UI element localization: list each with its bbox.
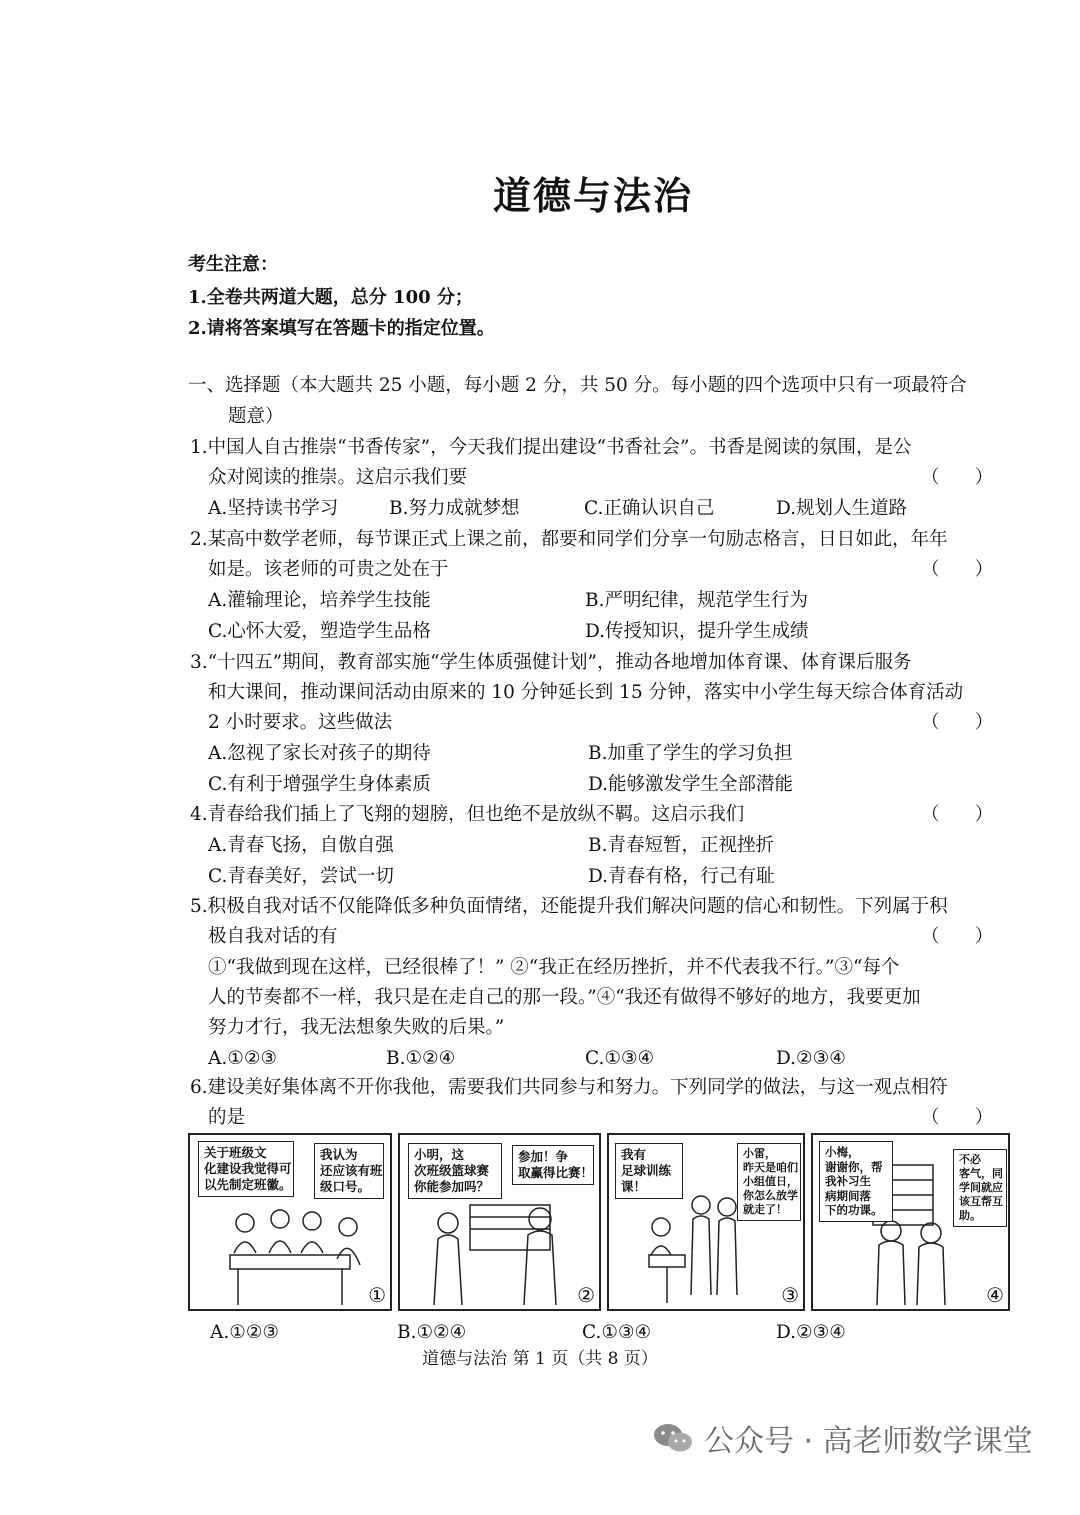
section-heading: 一、选择题（本大题共 25 小题，每小题 2 分，共 50 分。每小题的四个选项中只有一项最符合 — [188, 375, 967, 396]
q3-option-c: C.有利于增强学生身体素质 — [208, 774, 431, 795]
q1-option-d: D.规划人生道路 — [776, 498, 908, 519]
watermark-text: 公众号 · 高老师数学课堂 — [704, 1424, 1033, 1459]
q5-option-d: D.②③④ — [776, 1048, 846, 1069]
q6-answer-bracket: （ ） — [921, 1107, 994, 1128]
q5-answer-bracket: （ ） — [921, 926, 994, 947]
q3-line-3: 2 小时要求。这些做法 — [208, 712, 393, 733]
page-footer: 道德与法治 第 1 页（共 8 页） — [422, 1349, 658, 1369]
notice-item-1: 1.全卷共两道大题，总分 100 分； — [188, 287, 473, 308]
q1-line-2: 众对阅读的推崇。这启示我们要 — [208, 467, 468, 488]
q3-answer-bracket: （ ） — [921, 712, 994, 733]
notice-heading: 考生注意： — [188, 254, 278, 275]
q1-line-1: 1.中国人自古推崇“书香传家”，今天我们提出建设“书香社会”。书香是阅读的氛围，是公 — [190, 437, 912, 458]
wechat-icon — [652, 1421, 694, 1455]
comic-panel-1 — [188, 1133, 392, 1311]
q4-answer-bracket: （ ） — [921, 804, 994, 825]
panel-2-bubble-right: 参加！争 取赢得比赛！ — [512, 1145, 594, 1185]
q6-line-1: 6.建设美好集体离不开你我他，需要我们共同参与和努力。下列同学的做法，与这一观点相符 — [190, 1077, 948, 1098]
panel-4-bubble-left: 小梅， 谢谢你，帮 我补习生 病期间落 下的功课。 — [819, 1141, 893, 1222]
q4-option-c: C.青春美好，尝试一切 — [208, 866, 394, 887]
q2-option-d: D.传授知识，提升学生成绩 — [585, 621, 809, 642]
notice-item-2: 2.请将答案填写在答题卡的指定位置。 — [188, 318, 495, 339]
comic-panel-3 — [607, 1133, 805, 1311]
panel-1-bubble-left: 关于班级文 化建设我觉得可 以先制定班徽。 — [198, 1141, 294, 1197]
q4-line-1: 4.青春给我们插上了飞翔的翅膀，但也绝不是放纵不羁。这启示我们 — [190, 804, 745, 825]
q5-line-5: 努力才行，我无法想象失败的后果。” — [208, 1017, 505, 1038]
q5-option-b: B.①②④ — [386, 1048, 456, 1069]
q3-option-a: A.忽视了家长对孩子的期待 — [208, 743, 431, 764]
q4-option-b: B.青春短暂，正视挫折 — [588, 835, 774, 856]
watermark — [652, 1418, 1033, 1458]
q1-answer-bracket: （ ） — [921, 467, 994, 488]
comic-panel-2 — [398, 1133, 601, 1311]
comic-panels — [188, 1133, 1010, 1311]
q1-option-c: C.正确认识自己 — [584, 498, 715, 519]
q5-option-c: C.①③④ — [585, 1048, 655, 1069]
q5-option-a: A.①②③ — [208, 1048, 277, 1069]
q5-line-1: 5.积极自我对话不仅能降低多种负面情绪，还能提升我们解决问题的信心和韧性。下列属于积 — [190, 896, 948, 917]
panel-2-bubble-left: 小明，这 次班级篮球赛 你能参加吗？ — [408, 1143, 502, 1199]
panel-1-number: ① — [368, 1283, 386, 1307]
panel-3-number: ③ — [781, 1283, 799, 1307]
q6-option-c: C.①③④ — [582, 1322, 652, 1343]
panel-2-number: ② — [577, 1283, 595, 1307]
panel-4-number: ④ — [986, 1283, 1004, 1307]
comic-panel-4 — [811, 1133, 1010, 1311]
q2-option-b: B.严明纪律，规范学生行为 — [585, 590, 808, 611]
q3-line-2: 和大课间，推动课间活动由原来的 10 分钟延长到 15 分钟，落实中小学生每天综合体育活动 — [208, 682, 964, 703]
q2-line-2: 如是。该老师的可贵之处在于 — [208, 559, 449, 580]
q2-option-c: C.心怀大爱，塑造学生品格 — [208, 621, 431, 642]
q1-option-b: B.努力成就梦想 — [389, 498, 520, 519]
panel-1-bubble-right: 我认为 还应该有班 级口号。 — [314, 1143, 384, 1199]
q5-line-3: ①“我做到现在这样，已经很棒了！” ②“我正在经历挫折，并不代表我不行。”③“每个 — [208, 957, 900, 978]
q4-option-a: A.青春飞扬，自傲自强 — [208, 835, 394, 856]
q6-option-d: D.②③④ — [776, 1322, 846, 1343]
section-heading-cont: 题意） — [228, 406, 284, 427]
panel-3-bubble-right: 小雷， 昨天是咱们 小组值日， 你怎么放学 就走了！ — [737, 1143, 801, 1221]
q2-line-1: 2.某高中数学老师，每节课正式上课之前，都要和同学们分享一句励志格言，日日如此，年年 — [190, 529, 948, 550]
q1-option-a: A.坚持读书学习 — [208, 498, 339, 519]
page-title: 道德与法治 — [492, 173, 693, 218]
q2-option-a: A.灌输理论，培养学生技能 — [208, 590, 431, 611]
q3-option-b: B.加重了学生的学习负担 — [588, 743, 793, 764]
q6-option-b: B.①②④ — [397, 1322, 467, 1343]
q3-option-d: D.能够激发学生全部潜能 — [588, 774, 794, 795]
panel-3-bubble-left: 我有 足球训练 课！ — [615, 1143, 683, 1199]
q2-answer-bracket: （ ） — [921, 559, 994, 580]
q5-line-2: 极自我对话的有 — [208, 926, 338, 947]
panel-4-bubble-right: 不必 客气，同 学间就应 该互帮互 助。 — [953, 1149, 1007, 1227]
q6-line-2: 的是 — [208, 1107, 246, 1128]
q5-line-4: 人的节奏都不一样，我只是在走自己的那一段。”④“我还有做得不够好的地方，我要更加 — [208, 987, 921, 1008]
q4-option-d: D.青春有格，行己有耻 — [588, 866, 775, 887]
q6-option-a: A.①②③ — [210, 1322, 279, 1343]
q3-line-1: 3.“十四五”期间，教育部实施“学生体质强健计划”，推动各地增加体育课、体育课后服务 — [190, 652, 912, 673]
